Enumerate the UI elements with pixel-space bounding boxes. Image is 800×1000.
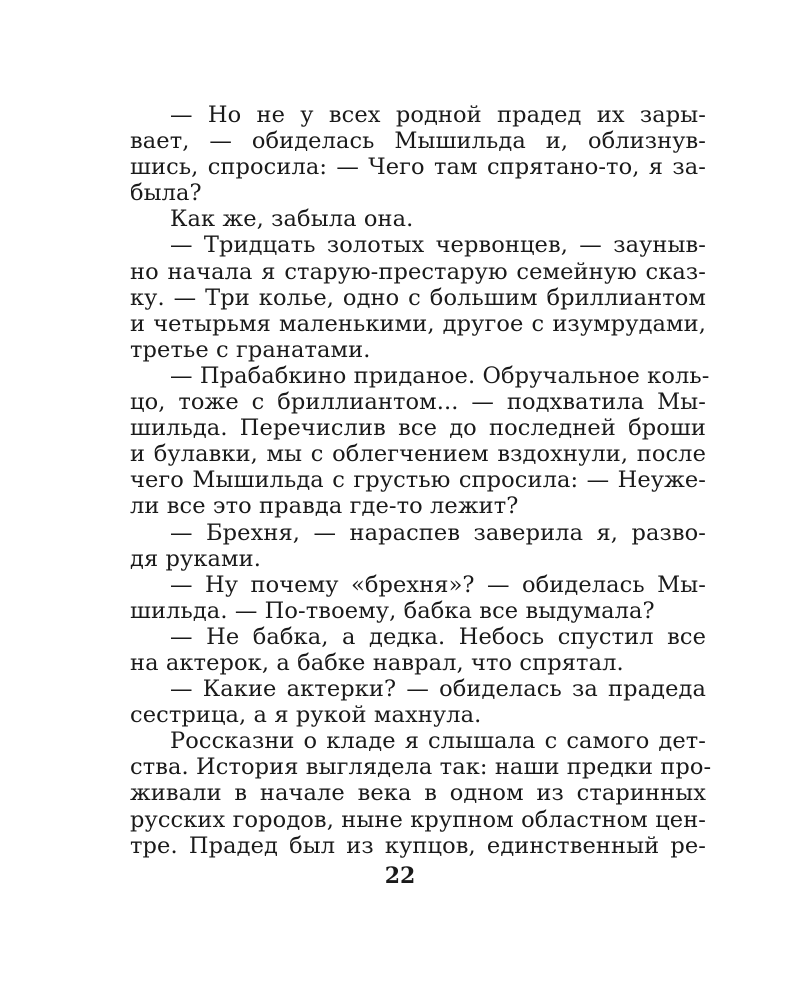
- text-line: третье с гранатами.: [130, 336, 371, 363]
- text-line: цо, тоже с бриллиантом... — подхватила Мы-: [130, 389, 706, 416]
- text-line: была?: [130, 180, 202, 207]
- text-line: русских городов, ныне крупном областном цен-: [130, 806, 706, 833]
- text-line: ли все это правда где-то лежит?: [130, 493, 519, 520]
- text-line: и булавки, мы с облегчением вздохнули, после: [130, 441, 706, 468]
- text-line: — Тридцать золотых червонцев, — зауныв-: [170, 232, 706, 259]
- text-line: живали в начале века в одном из старинных: [130, 780, 706, 807]
- text-line: вает, — обиделась Мышильда и, облизнув-: [130, 128, 706, 155]
- text-line: но начала я старую-престарую семейную сказ-: [130, 258, 706, 285]
- text-line: дя руками.: [130, 545, 261, 572]
- text-line: ства. История выглядела так: наши предки про-: [130, 754, 712, 781]
- text-line: шильда. — По-твоему, бабка все выдумала?: [130, 597, 655, 624]
- text-line: сестрица, а я рукой махнула.: [130, 702, 482, 729]
- text-line: на актерок, а бабке наврал, что спрятал.: [130, 649, 624, 676]
- text-line: и четырьмя маленькими, другое с изумрудами,: [130, 310, 706, 337]
- page-number: 22: [384, 863, 416, 889]
- text-line: тре. Прадед был из купцов, единственный ре-: [130, 832, 706, 859]
- text-line: ку. — Три колье, одно с большим бриллиантом: [130, 284, 706, 311]
- text-line: шись, спросила: — Чего там спрятано-то, я за-: [130, 154, 706, 181]
- text-line: — Но не у всех родной прадед их зары-: [170, 102, 706, 128]
- text-line: чего Мышильда с грустью спросила: — Неуже-: [130, 467, 706, 494]
- book-page-text: [130, 102, 712, 859]
- text-line: — Не бабка, а дедка. Небось спустил все: [170, 623, 706, 650]
- text-line: Как же, забыла она.: [170, 206, 414, 233]
- text-line: — Ну почему «брехня»? — обиделась Мы-: [170, 571, 706, 598]
- text-line: — Прабабкино приданое. Обручальное коль-: [170, 362, 710, 389]
- text-line: — Брехня, — нараспев заверила я, разво-: [170, 519, 706, 546]
- text-line: — Какие актерки? — обиделась за прадеда: [170, 676, 706, 703]
- text-line: шильда. Перечислив все до последней броши: [130, 415, 706, 442]
- text-line: Россказни о кладе я слышала с самого дет-: [170, 728, 706, 755]
